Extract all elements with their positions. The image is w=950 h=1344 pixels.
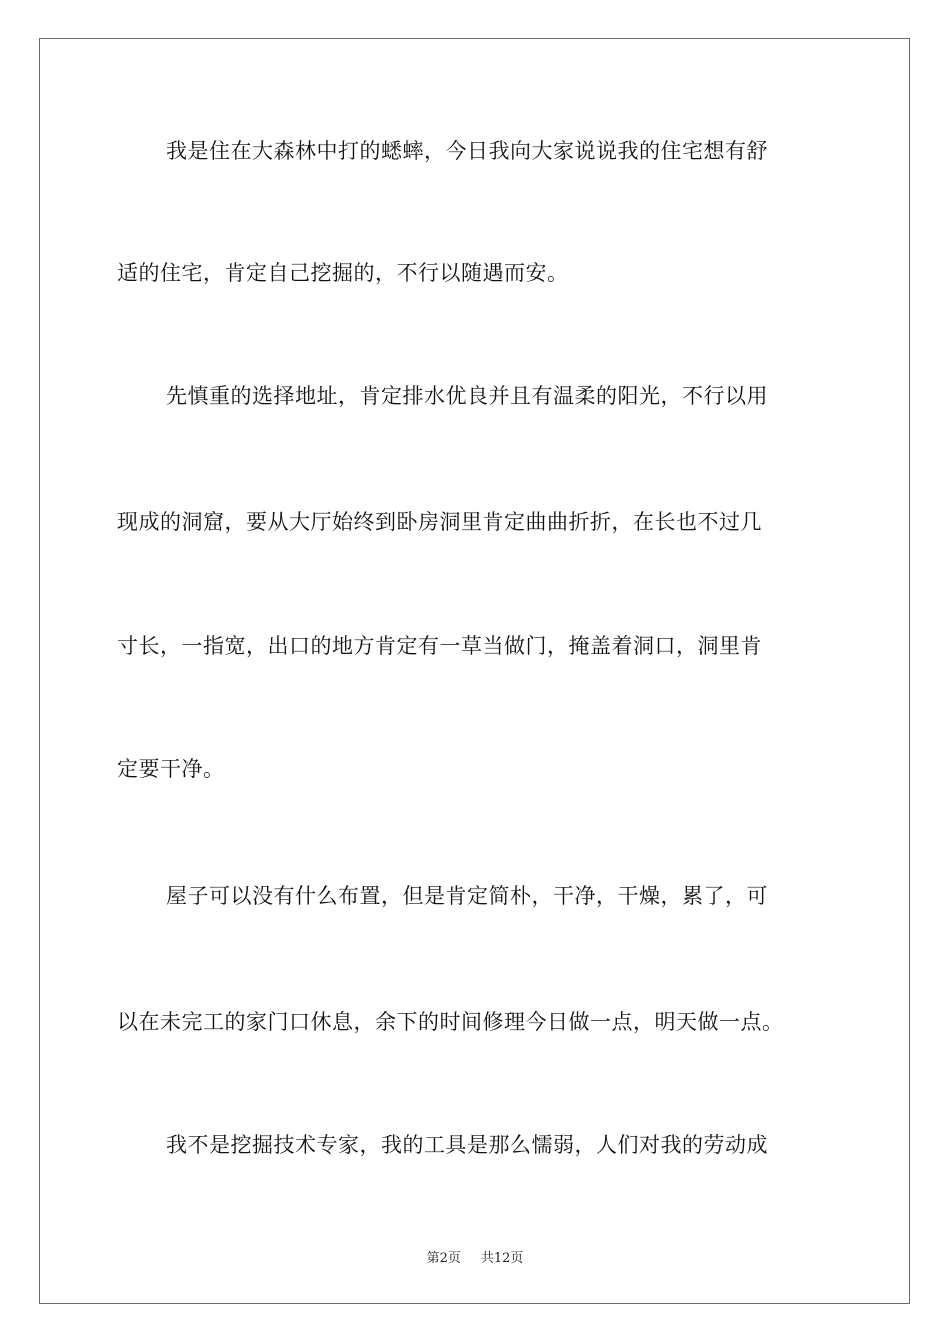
page-footer [0, 1247, 950, 1266]
paragraph-4-line-1: 我不是挖掘技术专家，我的工具是那么懦弱，人们对我的劳动成 [166, 1133, 768, 1157]
paragraph-3-line-1: 屋子可以没有什么布置，但是肯定简朴，干净，干燥，累了，可 [166, 884, 768, 908]
paragraph-1-line-2: 适的住宅，肯定自己挖掘的，不行以随遇而安。 [117, 261, 569, 285]
paragraph-2-line-1: 先慎重的选择地址，肯定排水优良并且有温柔的阳光，不行以用 [166, 384, 768, 408]
page-number: 第2页 [426, 1251, 461, 1266]
paragraph-2-line-4: 定要干净。 [117, 757, 225, 781]
paragraph-2-line-3: 寸长，一指宽，出口的地方肯定有一草当做门，掩盖着洞口，洞里肯 [117, 634, 762, 658]
paragraph-1-line-1: 我是住在大森林中打的蟋蟀，今日我向大家说说我的住宅想有舒 [166, 139, 768, 163]
paragraph-2-line-2: 现成的洞窟，要从大厅始终到卧房洞里肯定曲曲折折，在长也不过几 [117, 510, 762, 534]
paragraph-3-line-2: 以在未完工的家门口休息，余下的时间修理今日做一点，明天做一点。 [117, 1010, 784, 1034]
page-total: 共12页 [480, 1251, 524, 1266]
page-border [39, 38, 910, 1304]
